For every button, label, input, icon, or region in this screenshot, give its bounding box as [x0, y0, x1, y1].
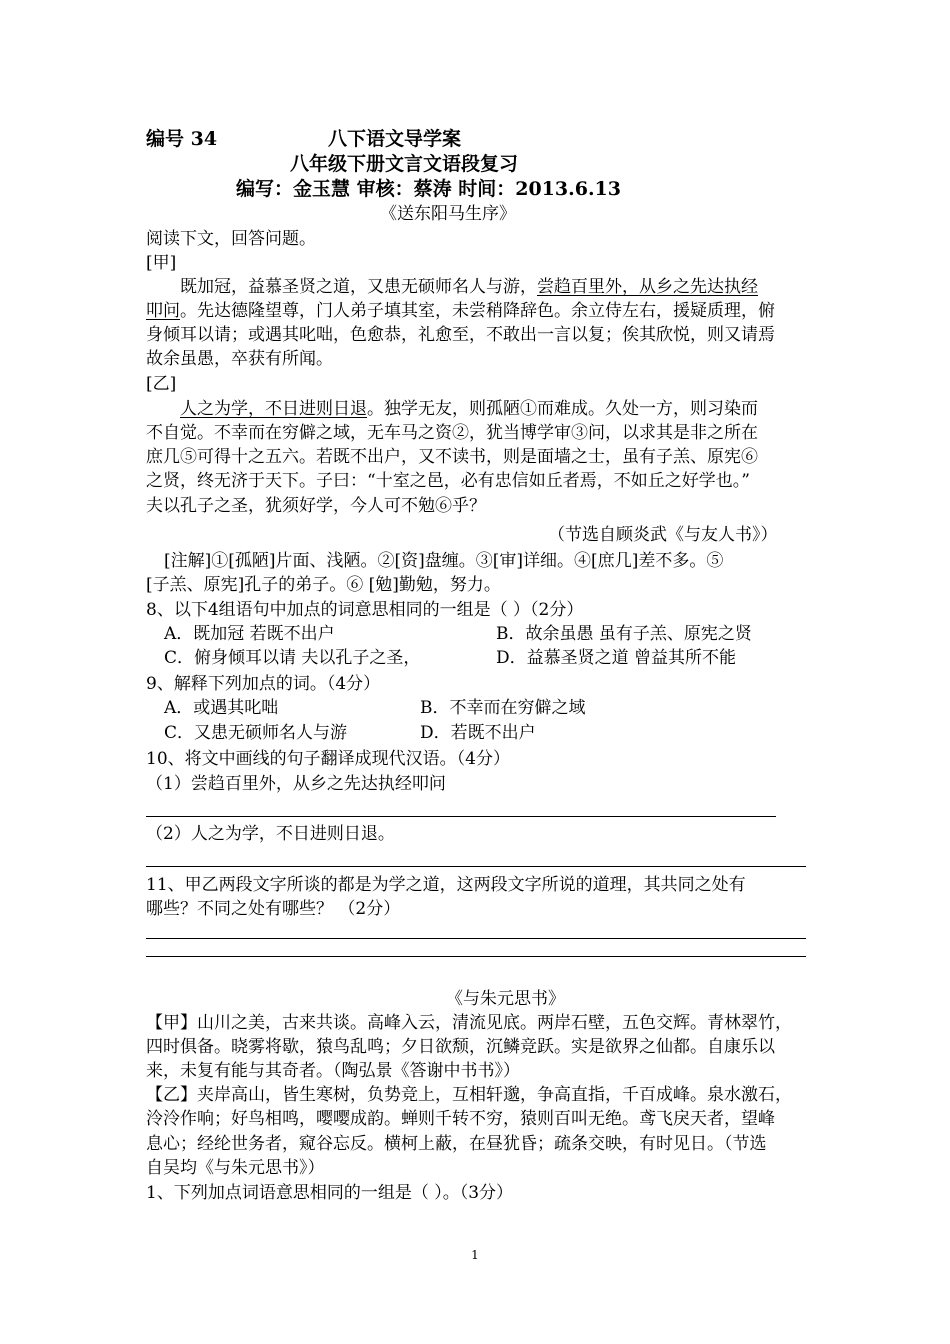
passage2-line2: 不自觉。不幸而在穷僻之域，无车马之资②，犹当博学审③问，以求其是非之所在: [146, 423, 758, 443]
passage2-line1: 人之为学，不日进则日退。独学无友，则孤陋①而难成。久处一方，则习染而: [180, 399, 758, 419]
passage4-line4: 自吴均《与朱元思书》）: [146, 1158, 325, 1178]
doc-credits: 编写：金玉慧 审核：蔡涛 时间：2013.6.13: [236, 178, 622, 200]
passage1-line4: 故余虽愚，卒获有所闻。: [146, 349, 333, 369]
section2-question-1: 1、下列加点词语意思相同的一组是（ ）。（3分）: [146, 1183, 514, 1203]
doc-title: 八下语文导学案: [328, 128, 462, 150]
answer-line[interactable]: [146, 938, 806, 939]
q10-item-2: （2）人之为学，不日进则日退。: [146, 824, 395, 844]
passage1-line2: 叩问。先达德隆望尊，门人弟子填其室，未尝稍降辞色。余立侍左右，援疑质理，俯: [146, 301, 775, 321]
q9-option-b: B．不幸而在穷僻之域: [420, 698, 586, 718]
q9-option-d: D．若既不出户: [420, 723, 536, 743]
passage2-line3: 庶几⑤可得十之五六。若既不出户，又不读书，则是面墙之士，虽有子羔、原宪⑥: [146, 447, 758, 467]
answer-line[interactable]: [146, 866, 806, 867]
notes-line2: [子羔、原宪]孔子的弟子。⑥ [勉]勤勉，努力。: [146, 575, 501, 595]
passage2-line4: 之贤，终无济于天下。子曰：“十室之邑，必有忠信如丘者焉，不如丘之好学也。”: [146, 471, 750, 491]
passage4-line1: 【乙】夹岸高山，皆生寒树，负势竞上，互相轩邈，争高直指，千百成峰。泉水激石，: [146, 1085, 792, 1105]
section2-title: 《与朱元思书》: [446, 989, 565, 1009]
passage2-line5: 夫以孔子之圣，犹须好学，今人可不勉⑥乎？: [146, 496, 486, 516]
doc-subtitle: 八年级下册文言文语段复习: [290, 153, 519, 175]
passage1-line1: 既加冠，益慕圣贤之道，又患无硕师名人与游，尝趋百里外，从乡之先达执经: [180, 277, 758, 297]
label-jia: [甲]: [146, 253, 177, 273]
q8-option-a: A．既加冠 若既不出户: [164, 624, 335, 644]
answer-line[interactable]: [146, 816, 776, 817]
passage4-line2: 泠泠作响；好鸟相鸣，嘤嘤成韵。蝉则千转不穷，猿则百叫无绝。鸢飞戾天者，望峰: [146, 1109, 775, 1129]
notes-line1: [注解]①[孤陋]片面、浅陋。②[资]盘缠。③[审]详细。④[庶几]差不多。⑤: [164, 551, 724, 571]
q10-item-1: （1）尝趋百里外，从乡之先达执经叩问: [146, 774, 446, 794]
answer-line[interactable]: [146, 956, 806, 957]
q8-option-c: C．俯身倾耳以请 夫以孔子之圣，: [164, 648, 421, 668]
question-8: 8、以下4组语句中加点的词意思相同的一组是（ ）（2分）: [146, 600, 584, 620]
passage3-line1: 【甲】山川之美，古来共谈。高峰入云，清流见底。两岸石壁，五色交辉。青林翠竹，: [146, 1013, 792, 1033]
q8-option-b: B．故余虽愚 虽有子羔、原宪之贤: [496, 624, 752, 644]
question-11-line1: 11、甲乙两段文字所谈的都是为学之道，这两段文字所说的道理，其共同之处有: [146, 875, 746, 895]
section1-prompt: 阅读下文，回答问题。: [146, 229, 316, 249]
doc-number: 编号 34: [146, 128, 218, 150]
passage3-line2: 四时俱备。晓雾将歇，猿鸟乱鸣；夕日欲颓，沉鳞竞跃。实是欲界之仙都。自康乐以: [146, 1037, 775, 1057]
q8-option-d: D．益慕圣贤之道 曾益其所不能: [496, 648, 737, 668]
page-number: 1: [471, 1248, 479, 1262]
q9-option-c: C．又患无硕师名人与游: [164, 723, 348, 743]
question-9: 9、解释下列加点的词。（4分）: [146, 674, 381, 694]
passage4-line3: 息心；经纶世务者，窥谷忘反。横柯上蔽，在昼犹昏；疏条交映，有时见日。（节选: [146, 1134, 767, 1154]
question-10: 10、将文中画线的句子翻译成现代汉语。（4分）: [146, 749, 510, 769]
passage2-source: （节选自顾炎武《与友人书》）: [548, 525, 778, 545]
passage1-line3: 身倾耳以请；或遇其叱咄，色愈恭，礼愈至，不敢出一言以复；俟其欣悦，则又请焉: [146, 325, 775, 345]
section1-title: 《送东阳马生序》: [380, 204, 516, 224]
question-11-line2: 哪些？不同之处有哪些？ （2分）: [146, 899, 401, 919]
q9-option-a: A．或遇其叱咄: [164, 698, 279, 718]
passage3-line3: 来，未复有能与其奇者。（陶弘景《答谢中书书》）: [146, 1061, 520, 1081]
label-yi: [乙]: [146, 374, 177, 394]
